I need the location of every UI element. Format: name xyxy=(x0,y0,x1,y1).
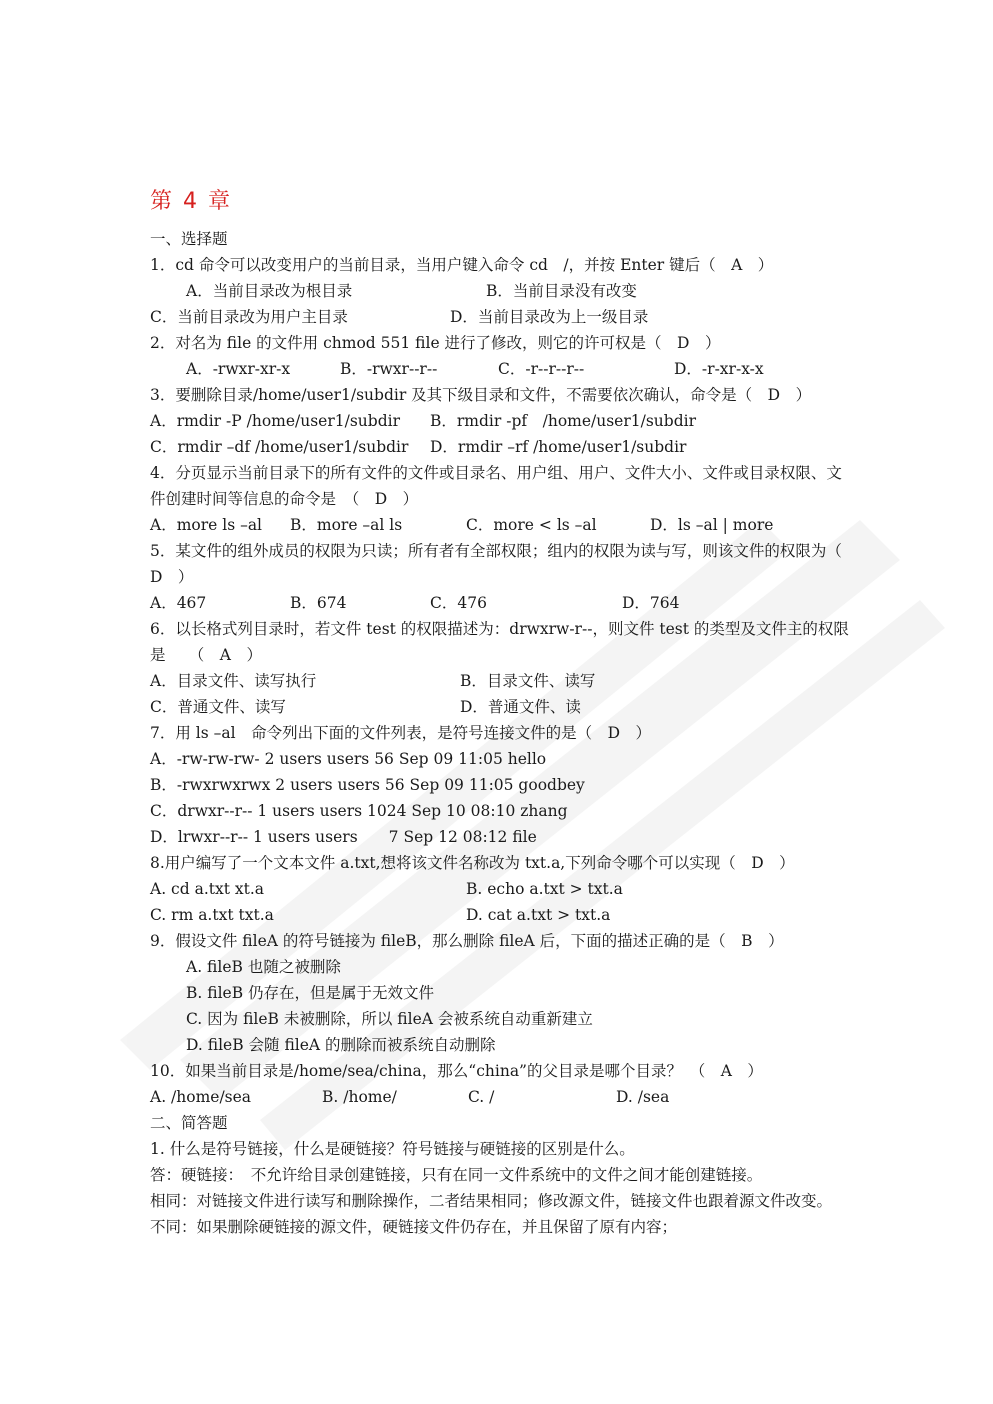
option-a: A. /home/sea xyxy=(150,1088,252,1106)
question-3-options-ab xyxy=(150,408,850,434)
option-a: A．当前目录改为根目录 xyxy=(186,282,353,300)
option-c: C．当前目录改为用户主目录 xyxy=(150,308,348,326)
option-d: D．当前目录改为上一级目录 xyxy=(450,308,649,326)
option-c: C．普通文件、读写 xyxy=(150,698,286,716)
option-d: D．普通文件、读 xyxy=(460,698,581,716)
option-a: A．more ls –al xyxy=(150,516,263,534)
option-b: B．rmdir -pf /home/user1/subdir xyxy=(430,412,696,430)
option-c: C. / xyxy=(468,1088,495,1106)
question-5-options xyxy=(150,590,850,616)
option-d: D. fileB 会随 fileA 的删除而被系统自动删除 xyxy=(186,1036,496,1054)
question-6: 6．以长格式列目录时，若文件 test 的权限描述为：drwxrw-r--，则文件 test 的类型及文件主的权限是 （ A ） xyxy=(150,620,849,664)
option-a: A．-rwxr-xr-x xyxy=(186,360,291,378)
document-body xyxy=(150,226,858,1240)
question-6-options-cd xyxy=(150,694,850,720)
section-title-short-answer: 二、简答题 xyxy=(150,1114,228,1132)
option-b: B. echo a.txt > txt.a xyxy=(466,880,623,898)
option-c: C. 因为 fileB 未被删除，所以 fileA 会被系统自动重新建立 xyxy=(186,1010,593,1028)
question-8-options-cd xyxy=(150,902,850,928)
question-2-options xyxy=(150,356,850,382)
option-b: B．674 xyxy=(290,594,347,612)
option-d: D．ls –al | more xyxy=(650,516,774,534)
option-a: A．467 xyxy=(150,594,207,612)
question-5: 5．某文件的组外成员的权限为只读；所有者有全部权限；组内的权限为读与写，则该文件的权限为（ D ） xyxy=(150,542,858,586)
question-1-options-cd xyxy=(150,304,850,330)
option-d: D．lrwxr--r-- 1 users users 7 Sep 12 08:12 file xyxy=(150,828,537,846)
option-a: A. cd a.txt xt.a xyxy=(150,880,265,898)
option-d: D．764 xyxy=(622,594,680,612)
question-8-options-ab xyxy=(150,876,850,902)
option-c: C．476 xyxy=(430,594,487,612)
option-a: A．目录文件、读写执行 xyxy=(150,672,317,690)
option-c: C．drwxr--r-- 1 users users 1024 Sep 10 08:10 zhang xyxy=(150,802,568,820)
option-b: B．-rwxrwxrwx 2 users users 56 Sep 09 11:05 goodbey xyxy=(150,776,585,794)
option-d: D．rmdir –rf /home/user1/subdir xyxy=(430,438,687,456)
question-4-options xyxy=(150,512,850,538)
question-3-options-cd xyxy=(150,434,850,460)
option-b: B．-rwxr--r-- xyxy=(340,360,438,378)
section-title-choice: 一、选择题 xyxy=(150,230,228,248)
question-4: 4．分页显示当前目录下的所有文件的文件或目录名、用户组、用户、文件大小、文件或目录权限、文件创建时间等信息的命令是 （ D ） xyxy=(150,464,842,508)
option-d: D. cat a.txt > txt.a xyxy=(466,906,611,924)
option-a: A．-rw-rw-rw- 2 users users 56 Sep 09 11:05 hello xyxy=(150,750,547,768)
question-3: 3．要删除目录/home/user1/subdir 及其下级目录和文件，不需要依次确认，命令是（ D ） xyxy=(150,386,812,404)
option-b: B．more –al ls xyxy=(290,516,403,534)
option-a: A．rmdir -P /home/user1/subdir xyxy=(150,412,400,430)
question-7: 7．用 ls –al 命令列出下面的文件列表，是符号连接文件的是（ D ） xyxy=(150,724,652,742)
option-c: C. rm a.txt txt.a xyxy=(150,906,274,924)
question-1: 1．cd 命令可以改变用户的当前目录，当用户键入命令 cd /，并按 Enter 键后（ A ） xyxy=(150,256,774,274)
option-c: C．rmdir –df /home/user1/subdir xyxy=(150,438,409,456)
option-d: D．-r-xr-x-x xyxy=(674,360,764,378)
question-9: 9．假设文件 fileA 的符号链接为 fileB，那么删除 fileA 后，下面的描述正确的是（ B ） xyxy=(150,932,784,950)
question-1-options-ab xyxy=(150,278,850,304)
option-b: B．目录文件、读写 xyxy=(460,672,596,690)
short-answer-similarity: 相同：对链接文件进行读写和删除操作，二者结果相同；修改源文件，链接文件也跟着源文件改变。 xyxy=(150,1192,833,1210)
question-2: 2．对名为 file 的文件用 chmod 551 file 进行了修改，则它的许可权是（ D ） xyxy=(150,334,721,352)
chapter-title: 第 4 章 xyxy=(150,189,232,214)
short-answer-question-1: 1. 什么是符号链接，什么是硬链接？符号链接与硬链接的区别是什么。 xyxy=(150,1140,635,1158)
option-b: B．当前目录没有改变 xyxy=(486,282,637,300)
option-a: A. fileB 也随之被删除 xyxy=(186,958,341,976)
question-10: 10．如果当前目录是/home/sea/china，那么“china”的父目录是哪个目录？ （ A ） xyxy=(150,1062,763,1080)
short-answer-difference: 不同：如果删除硬链接的源文件，硬链接文件仍存在，并且保留了原有内容； xyxy=(150,1218,678,1236)
option-c: C．more < ls –al xyxy=(466,516,597,534)
question-8: 8.用户编写了一个文本文件 a.txt,想将该文件名称改为 txt.a,下列命令哪个可以实现（ D ） xyxy=(150,854,795,872)
option-b: B. fileB 仍存在，但是属于无效文件 xyxy=(186,984,435,1002)
question-10-options xyxy=(150,1084,850,1110)
question-6-options-ab xyxy=(150,668,850,694)
option-d: D. /sea xyxy=(616,1088,670,1106)
option-b: B. /home/ xyxy=(322,1088,397,1106)
short-answer-answer-hardlink: 答：硬链接： 不允许给目录创建链接，只有在同一文件系统中的文件之间才能创建链接。 xyxy=(150,1166,763,1184)
option-c: C．-r--r--r-- xyxy=(498,360,585,378)
